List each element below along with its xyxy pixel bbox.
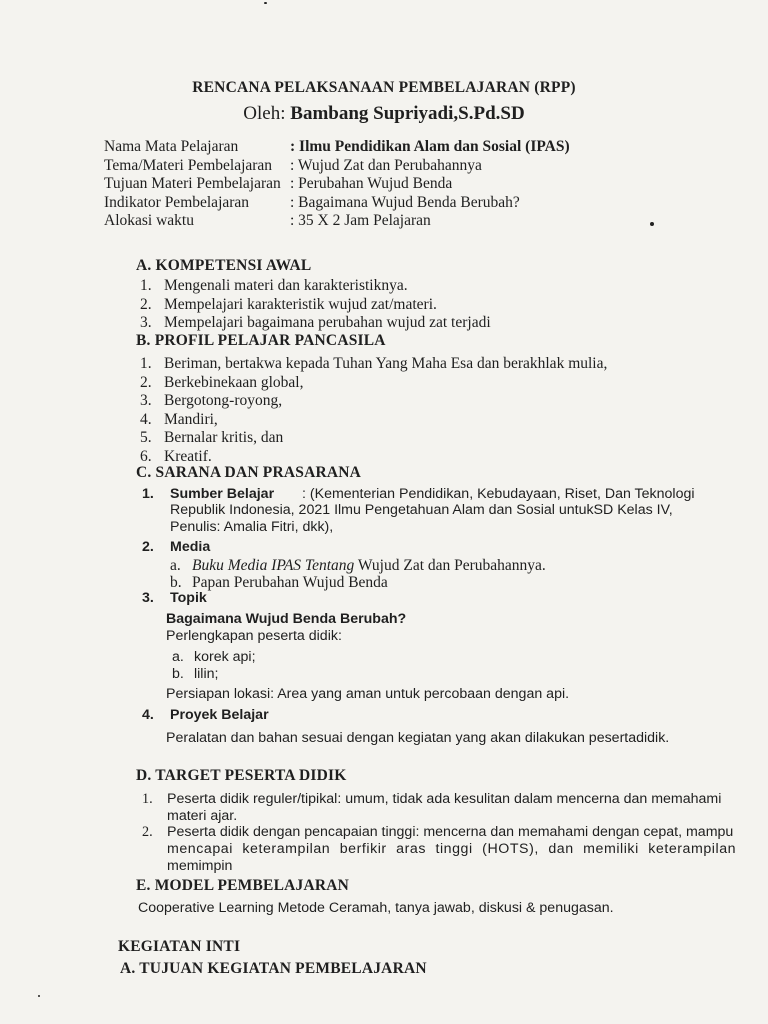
info-value: : 35 X 2 Jam Pelajaran xyxy=(290,212,431,229)
author-prefix: Oleh: xyxy=(243,103,291,124)
list-item: 1. Mengenali materi dan karakteristiknya. xyxy=(140,277,408,294)
topik-item-a: a. korek api; xyxy=(172,649,256,665)
info-value: : Wujud Zat dan Perubahannya xyxy=(290,156,482,174)
topik-num: 3. xyxy=(142,590,154,606)
info-label: Indikator Pembelajaran xyxy=(104,193,250,211)
proyek-belajar xyxy=(142,707,269,723)
list-item: 5. Bernalar kritis, dan xyxy=(140,429,284,447)
topik-item-b: b. lilin; xyxy=(172,666,219,682)
list-item: 3. Bergotong-royong, xyxy=(140,392,283,410)
sumber-belajar xyxy=(142,486,695,536)
list-item: 6. Kreatif. xyxy=(140,447,212,465)
section-a-list xyxy=(140,277,491,333)
proyek-num: 4. xyxy=(142,707,154,723)
section-b-list xyxy=(140,355,607,467)
sumber-num: 1. xyxy=(142,486,154,502)
media-num: 2. xyxy=(142,539,154,555)
sumber-line-3: Penulis: Amalia Fitri, dkk), xyxy=(170,519,334,535)
topik xyxy=(142,590,207,606)
info-value: : Ilmu Pendidikan Alam dan Sosial (IPAS) xyxy=(290,138,570,155)
list-item: 2. Berkebinekaan global, xyxy=(140,373,304,391)
document-author xyxy=(0,103,768,125)
scan-speck xyxy=(264,2,267,4)
tujuan-kegiatan-heading: A. TUJUAN KEGIATAN PEMBELAJARAN xyxy=(120,960,427,977)
scan-speck xyxy=(650,222,654,226)
proyek-label: Proyek Belajar xyxy=(170,707,269,723)
info-row xyxy=(104,194,570,213)
list-item: 2. Mempelajari karakteristik wujud zat/materi. xyxy=(140,295,437,313)
section-b-heading: B. PROFIL PELAJAR PANCASILA xyxy=(136,332,386,349)
media-label: Media xyxy=(170,539,211,555)
model-text: Cooperative Learning Metode Ceramah, tanya jawab, diskusi & penugasan. xyxy=(138,900,614,916)
topik-persiapan: Persiapan lokasi: Area yang aman untuk percobaan dengan api. xyxy=(166,686,570,702)
info-table xyxy=(104,138,570,231)
info-value: : Bagaimana Wujud Benda Berubah? xyxy=(290,193,520,211)
info-label: Tema/Materi Pembelajaran xyxy=(104,156,273,174)
info-row xyxy=(104,138,570,157)
scan-speck xyxy=(38,995,40,997)
topik-perlengkapan: Perlengkapan peserta didik: xyxy=(166,628,342,644)
media xyxy=(142,539,210,555)
info-row xyxy=(104,157,570,176)
list-item: 4. Mandiri, xyxy=(140,410,218,428)
section-c-heading: C. SARANA DAN PRASARANA xyxy=(136,464,362,481)
section-e-heading: E. MODEL PEMBELAJARAN xyxy=(136,877,350,894)
sumber-label: Sumber Belajar xyxy=(170,486,275,502)
info-label: Nama Mata Pelajaran xyxy=(104,138,239,155)
proyek-text: Peralatan dan bahan sesuai dengan kegiatan yang akan dilakukan pesertadidik. xyxy=(166,730,670,746)
topik-question: Bagaimana Wujud Benda Berubah? xyxy=(166,611,407,627)
list-item: 3. Mempelajari bagaimana perubahan wujud zat terjadi xyxy=(140,314,491,332)
kegiatan-inti-heading: KEGIATAN INTI xyxy=(118,938,241,955)
info-label: Tujuan Materi Pembelajaran xyxy=(104,175,281,192)
sumber-line-1: : (Kementerian Pendidikan, Kebudayaan, Riset, Dan Teknologi xyxy=(302,486,695,502)
info-row xyxy=(104,175,570,194)
section-d-heading: D. TARGET PESERTA DIDIK xyxy=(136,767,347,784)
document-title: RENCANA PELAKSANAAN PEMBELAJARAN (RPP) xyxy=(192,79,576,96)
info-label: Alokasi waktu xyxy=(104,212,194,229)
sumber-line-2: Republik Indonesia, 2021 Ilmu Pengetahuan Alam dan Sosial untukSD Kelas IV, xyxy=(170,502,673,518)
author-name: Bambang Supriyadi,S.Pd.SD xyxy=(290,103,525,124)
media-item-b: b. Papan Perubahan Wujud Benda xyxy=(170,574,388,591)
target-item-2: 2. Peserta didik dengan pencapaian tinggi: mencerna dan memahami dengan cepat, mampu mencapai keterampilan berfikir aras tinggi (HOTS), dan memiliki keterampilan memimpin xyxy=(142,824,737,874)
target-item-1: 1. Peserta didik reguler/tipikal: umum, tidak ada kesulitan dalam mencerna dan memahami materi ajar. xyxy=(142,791,722,824)
section-a-heading: A. KOMPETENSI AWAL xyxy=(136,257,312,274)
list-item: 1. Beriman, bertakwa kepada Tuhan Yang Maha Esa dan berakhlak mulia, xyxy=(140,355,608,372)
topik-label: Topik xyxy=(170,590,207,606)
info-row xyxy=(104,212,570,231)
info-value: : Perubahan Wujud Benda xyxy=(290,175,453,192)
media-item-a: a. Buku Media IPAS Tentang Wujud Zat dan Perubahannya. xyxy=(170,557,546,574)
